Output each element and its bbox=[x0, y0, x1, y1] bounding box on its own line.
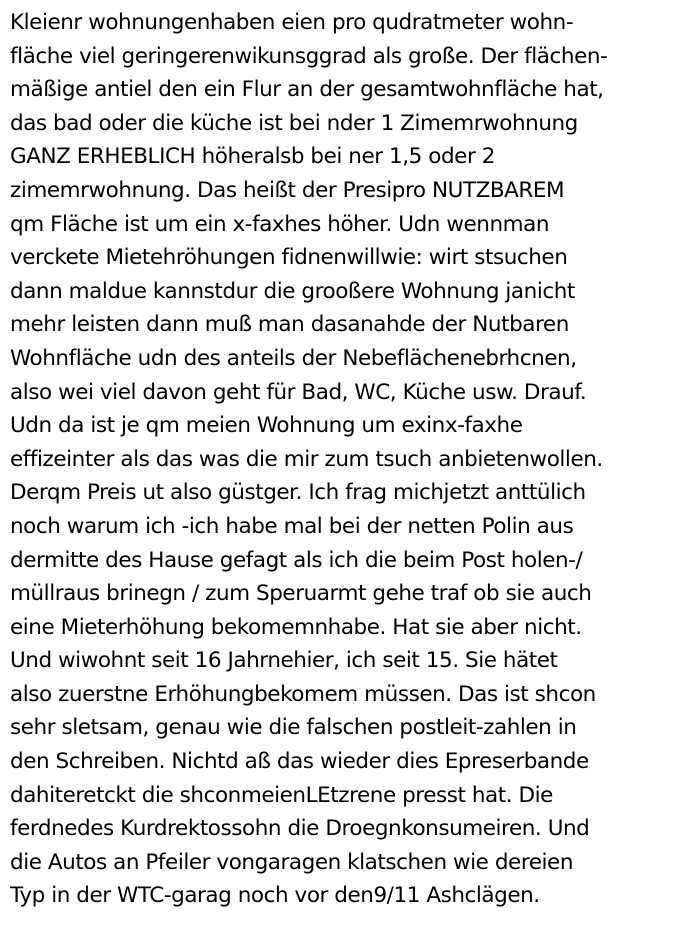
text-line-4: das bad oder die küche ist bei nder 1 Zimemrwohnung bbox=[10, 110, 578, 136]
text-line-26: die Autos an Pfeiler vongaragen klatschen wie dereien bbox=[10, 849, 573, 875]
text-line-6: zimemrwohnung. Das heißt der Presipro NUTZBAREM bbox=[10, 177, 565, 203]
text-line-9: dann maldue kannstdur die grooßere Wohnung janicht bbox=[10, 278, 575, 304]
text-line-2: fläche viel geringerenwikunsggrad als große. Der flächen- bbox=[10, 43, 608, 69]
text-line-16: noch warum ich -ich habe mal bei der netten Polin aus bbox=[10, 513, 574, 539]
text-line-1: Kleienr wohnungenhaben eien pro qudratmeter wohn- bbox=[10, 10, 574, 35]
text-line-18: müllraus brinegn / zum Speruarmt gehe traf ob sie auch bbox=[10, 581, 592, 607]
text-line-27: Typ in der WTC-garag noch vor den9/11 Ashclägen. bbox=[10, 883, 540, 909]
text-line-19: eine Mieterhöhung bekomemnhabe. Hat sie aber nicht. bbox=[10, 614, 582, 640]
text-line-10: mehr leisten dann muß man dasanahde der Nutbaren bbox=[10, 312, 569, 338]
text-line-15: Derqm Preis ut also güstger. Ich frag michjetzt anttülich bbox=[10, 480, 586, 506]
text-line-24: dahiteretckt die shconmeienLEtzrene presst hat. Die bbox=[10, 782, 553, 808]
text-line-14: effizeinter als das was die mir zum tsuch anbietenwollen. bbox=[10, 446, 603, 472]
text-line-5: GANZ ERHEBLICH höheralsb bei ner 1,5 oder 2 bbox=[10, 144, 495, 170]
text-line-7: qm Fläche ist um ein x-faxhes höher. Udn wennman bbox=[10, 211, 550, 237]
text-line-3: mäßige antiel den ein Flur an der gesamtwohnfläche hat, bbox=[10, 77, 604, 103]
text-line-11: Wohnfläche udn des anteils der Nebeflächenebrhcnen, bbox=[10, 345, 577, 371]
body-text bbox=[10, 6, 682, 913]
text-line-12: also wei viel davon geht für Bad, WC, Küche usw. Drauf. bbox=[10, 379, 587, 405]
text-line-22: sehr sletsam, genau wie die falschen postleit-zahlen in bbox=[10, 715, 577, 741]
text-line-21: also zuerstne Erhöhungbekomem müssen. Das ist shcon bbox=[10, 681, 596, 707]
text-line-8: verckete Mietehröhungen fidnenwillwie: wirt stsuchen bbox=[10, 245, 568, 271]
text-line-23: den Schreiben. Nichtd aß das wieder dies Epreserbande bbox=[10, 749, 589, 775]
text-line-13: Udn da ist je qm meien Wohnung um exinx-faxhe bbox=[10, 413, 523, 439]
text-line-20: Und wiwohnt seit 16 Jahrnehier, ich seit 15. Sie hätet bbox=[10, 648, 558, 674]
text-line-17: dermitte des Hause gefagt als ich die beim Post holen-/ bbox=[10, 547, 583, 573]
text-line-25: ferdnedes Kurdrektossohn die Droegnkonsumeiren. Und bbox=[10, 816, 590, 842]
